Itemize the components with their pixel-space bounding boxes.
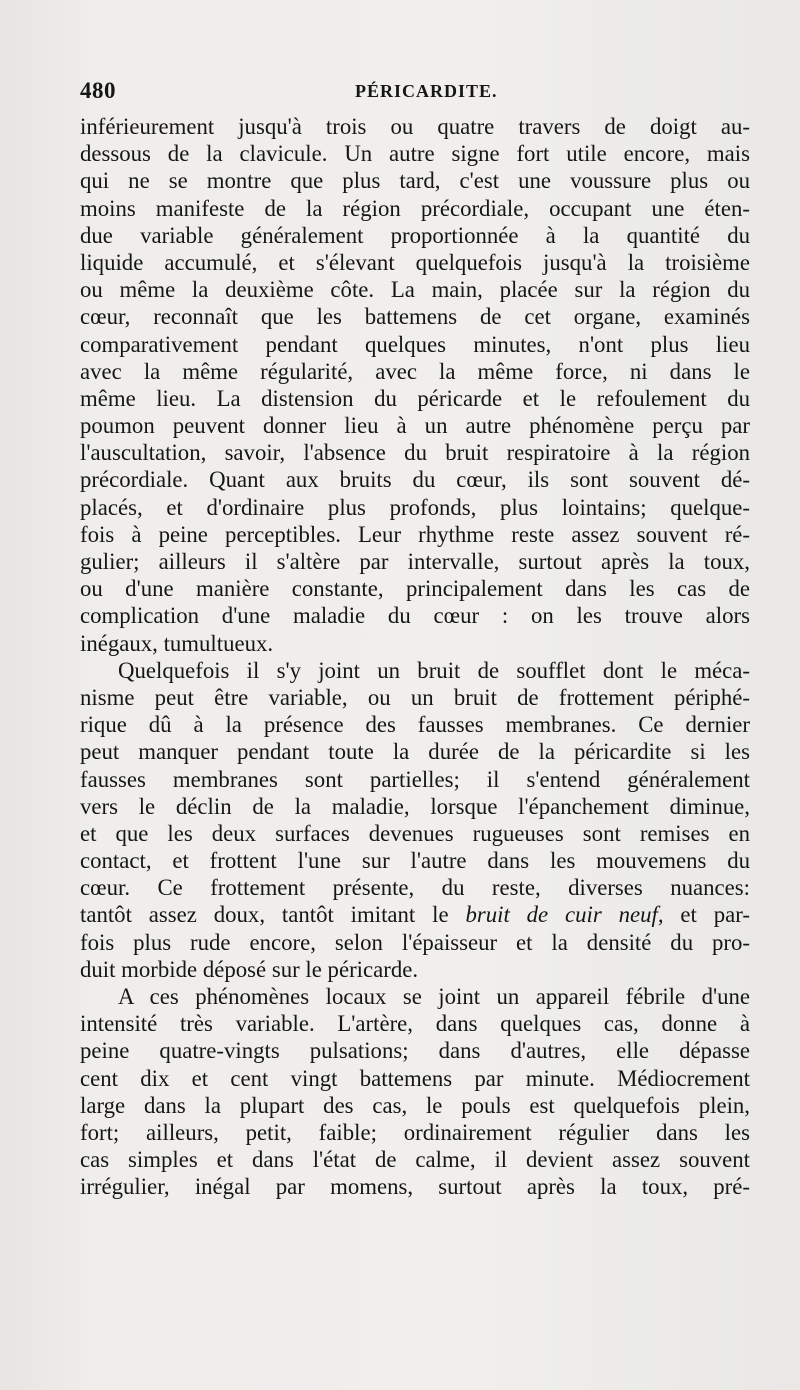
- text-line: fois à peine perceptibles. Leur rhythme reste assez souvent ré-: [80, 521, 750, 547]
- text-line: cœur. Ce frottement présente, du reste, diverses nuances:: [80, 875, 750, 901]
- text-line: inférieurement jusqu'à trois ou quatre travers de doigt au-: [80, 114, 750, 139]
- text-line: avec la même régularité, avec la même force, ni dans le: [80, 358, 750, 384]
- text-line: inégaux, tumultueux.: [80, 630, 274, 656]
- text-line: cent dix et cent vingt battemens par minute. Médiocrement: [80, 1065, 750, 1091]
- text-line: A ces phénomènes locaux se joint un appareil fébrile d'une: [118, 984, 750, 1009]
- text-segment: tantôt assez doux, tantôt imitant le: [80, 902, 466, 928]
- text-line: intensité très variable. L'artère, dans quelques cas, donne à: [80, 1011, 750, 1037]
- paragraph: [80, 113, 750, 657]
- page-number: 480: [80, 78, 116, 103]
- text-line: rique dû à la présence des fausses membranes. Ce dernier: [80, 712, 750, 738]
- text-line: irrégulier, inégal par momens, surtout après la toux, pré-: [80, 1174, 750, 1200]
- body-text: [80, 113, 750, 1201]
- text-line: ou d'une manière constante, principalement dans les cas de: [80, 576, 750, 602]
- text-line: nisme peut être variable, ou un bruit de frottement périphé-: [80, 684, 750, 710]
- text-line: liquide accumulé, et s'élevant quelquefois jusqu'à la troisième: [80, 249, 750, 275]
- text-line: même lieu. La distension du péricarde et le refoulement du: [80, 385, 750, 411]
- text-line: cas simples et dans l'état de calme, il devient assez souvent: [80, 1147, 750, 1173]
- text-line: qui ne se montre que plus tard, c'est une voussure plus ou: [80, 168, 750, 194]
- page-header: [80, 78, 750, 108]
- text-line: poumon peuvent donner lieu à un autre phénomène perçu par: [80, 413, 750, 439]
- text-line: moins manifeste de la région précordiale, occupant une éten-: [80, 195, 750, 221]
- text-segment: et par-: [663, 902, 750, 928]
- text-line: peut manquer pendant toute la durée de la péricardite si les: [80, 739, 750, 765]
- text-line: complication d'une maladie du cœur : on les trouve alors: [80, 603, 750, 629]
- paragraph: [80, 983, 750, 1201]
- text-line: ou même la deuxième côte. La main, placée sur la région du: [80, 277, 750, 303]
- text-line: placés, et d'ordinaire plus profonds, plus lointains; quelque-: [80, 494, 750, 520]
- text-line: cœur, reconnaît que les battemens de cet organe, examinés: [80, 304, 750, 330]
- text-line: duit morbide déposé sur le péricarde.: [80, 956, 419, 982]
- paragraph: [80, 657, 750, 983]
- text-line: et que les deux surfaces devenues rugueuses sont remises en: [80, 820, 750, 846]
- text-line: précordiale. Quant aux bruits du cœur, ils sont souvent dé-: [80, 467, 750, 493]
- text-line: vers le déclin de la maladie, lorsque l'épanchement diminue,: [80, 793, 750, 819]
- text-line: fois plus rude encore, selon l'épaisseur et la densité du pro-: [80, 929, 750, 955]
- text-line: comparativement pendant quelques minutes, n'ont plus lieu: [80, 331, 750, 357]
- text-line: peine quatre-vingts pulsations; dans d'autres, elle dépasse: [80, 1038, 750, 1064]
- text-line: Quelquefois il s'y joint un bruit de soufflet dont le méca-: [118, 657, 750, 683]
- italic-phrase: bruit de cuir neuf,: [465, 902, 664, 928]
- text-line: l'auscultation, savoir, l'absence du bruit respiratoire à la région: [80, 440, 750, 466]
- text-line: due variable généralement proportionnée à la quantité du: [80, 222, 750, 248]
- text-line: large dans la plupart des cas, le pouls est quelquefois plein,: [80, 1092, 750, 1118]
- running-head: PÉRICARDITE.: [355, 81, 498, 101]
- text-line: fort; ailleurs, petit, faible; ordinairement régulier dans les: [80, 1119, 750, 1145]
- text-line: [80, 901, 750, 928]
- text-line: fausses membranes sont partielles; il s'entend généralement: [80, 766, 750, 792]
- text-line: dessous de la clavicule. Un autre signe fort utile encore, mais: [80, 141, 750, 167]
- text-line: contact, et frottent l'une sur l'autre dans les mouvemens du: [80, 848, 750, 874]
- text-line: gulier; ailleurs il s'altère par intervalle, surtout après la toux,: [80, 549, 750, 574]
